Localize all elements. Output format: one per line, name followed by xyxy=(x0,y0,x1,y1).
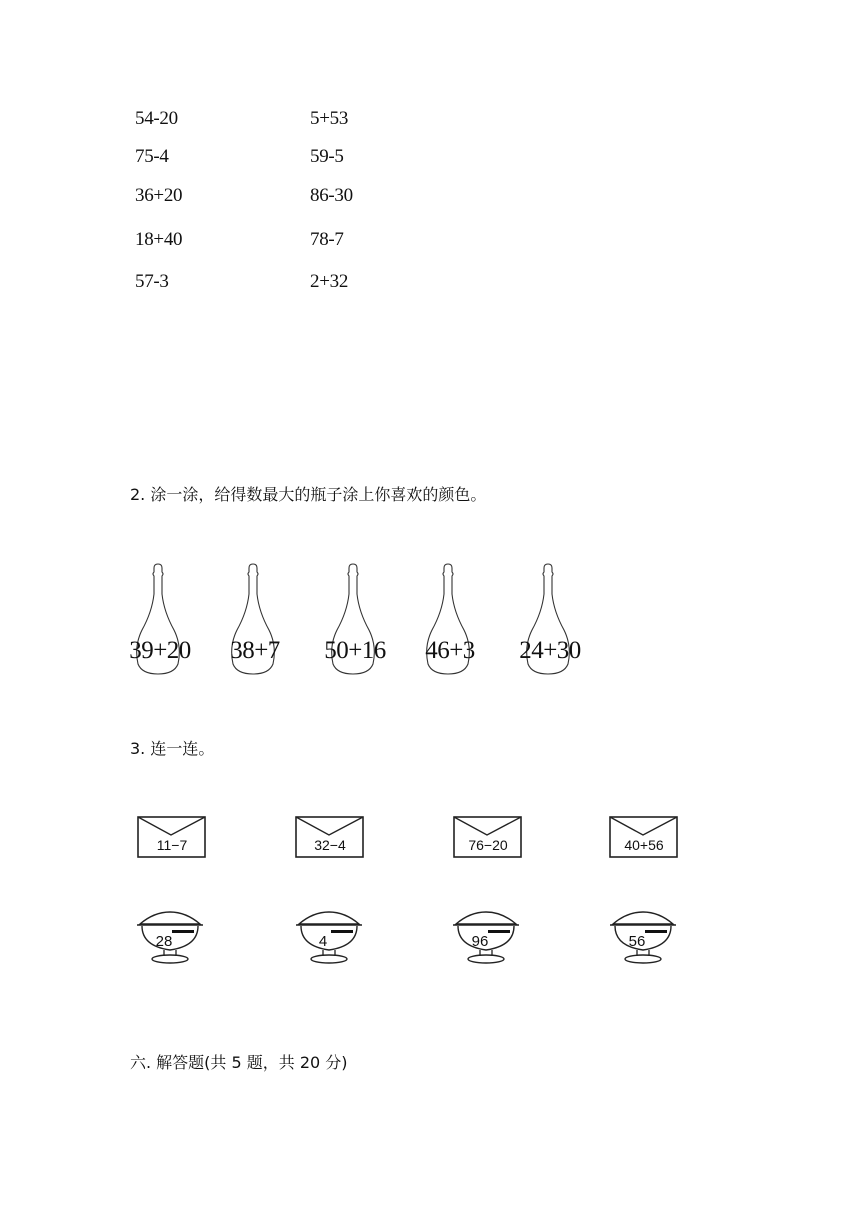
bowl-label: 56 xyxy=(628,933,646,950)
bowl-label: 96 xyxy=(471,933,489,950)
expression: 18+40 xyxy=(135,229,183,250)
bottle[interactable] xyxy=(510,560,590,680)
bottle[interactable] xyxy=(215,560,295,680)
question-3-title: 3. 连一连。 xyxy=(130,739,215,758)
expression: 75-4 xyxy=(135,146,169,167)
expression: 57-3 xyxy=(135,271,169,292)
bottle[interactable] xyxy=(315,560,395,680)
bottle-label: 39+20 xyxy=(129,637,191,664)
expression: 2+32 xyxy=(310,271,349,292)
question-2-title: 2. 涂一涂，给得数最大的瓶子涂上你喜欢的颜色。 xyxy=(130,485,487,504)
expression: 59-5 xyxy=(310,146,344,167)
bowl[interactable] xyxy=(450,910,522,968)
bowl[interactable] xyxy=(293,910,365,968)
bowl-label: 4 xyxy=(318,933,328,950)
expression: 78-7 xyxy=(310,229,344,250)
expression: 86-30 xyxy=(310,185,353,206)
envelope-label: 40+56 xyxy=(624,837,664,853)
expression: 5+53 xyxy=(310,108,349,129)
bottle-label: 50+16 xyxy=(324,637,386,664)
envelope[interactable] xyxy=(609,815,679,861)
bottle[interactable] xyxy=(410,560,490,680)
bottle-label: 24+30 xyxy=(519,637,581,664)
bottle[interactable] xyxy=(120,560,200,680)
bowl[interactable] xyxy=(607,910,679,968)
envelope-label: 11−7 xyxy=(156,837,188,853)
envelope-label: 32−4 xyxy=(314,837,346,853)
expression: 36+20 xyxy=(135,185,183,206)
envelope-label: 76−20 xyxy=(468,837,508,853)
envelope[interactable] xyxy=(453,815,523,861)
expression: 54-20 xyxy=(135,108,178,129)
bowl-label: 28 xyxy=(155,933,173,950)
bowl[interactable] xyxy=(134,910,206,968)
bottle-label: 38+7 xyxy=(230,637,280,664)
envelope[interactable] xyxy=(137,815,207,861)
bottle-label: 46+3 xyxy=(425,637,475,664)
section-6-title: 六. 解答题(共 5 题，共 20 分) xyxy=(130,1053,348,1072)
envelope[interactable] xyxy=(295,815,365,861)
